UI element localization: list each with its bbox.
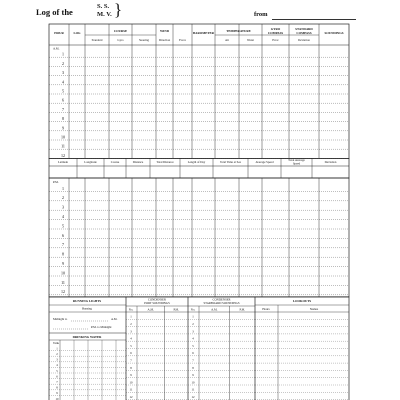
port-sounding-row-number: 1	[130, 314, 132, 319]
port-sounding-row-number: 5	[130, 343, 132, 348]
vessel-line-mv: M. V.	[97, 11, 112, 18]
starboard-sounding-row-number: 4	[192, 336, 194, 341]
summary-label: Speed	[292, 161, 301, 166]
drinking-water-row-number: 5	[56, 368, 58, 373]
starboard-sounding-row-number: 7	[192, 358, 194, 363]
am-table-frame	[49, 24, 349, 158]
starboard-sounding-row-number: 9	[192, 373, 194, 378]
col-header-temperature: TEMPERATURE	[226, 29, 251, 33]
col-sub-steering: Steering	[139, 38, 149, 42]
pm-row-number: 10	[61, 270, 65, 276]
col-sub-air: Air	[225, 38, 229, 42]
summary-label: Longitude	[84, 160, 97, 164]
port-sounding-row-number: 11	[129, 387, 133, 392]
pm-row-number: 9	[62, 261, 64, 266]
pm-row-number: 12	[61, 289, 65, 295]
port-sounding-col-am: A.M.	[147, 307, 154, 312]
col-header-course: COURSE	[113, 29, 128, 33]
col-sub-direction: Direction	[158, 38, 171, 42]
drinking-water-row-number: 9	[56, 391, 58, 396]
starboard-sounding-row-number: 8	[192, 365, 194, 370]
starboard-sounding-col-am: A.M.	[211, 307, 218, 312]
col-header-gyro-compass-2: COMPASS	[267, 31, 284, 35]
starboard-sounding-row-number: 10	[191, 380, 195, 385]
col-sub-deviation: Deviation	[298, 38, 310, 42]
col-header-log: LOG	[73, 31, 81, 35]
col-sub-water: Water	[246, 38, 255, 42]
am-row-number: 8	[62, 116, 64, 122]
pm-row-number: 1	[62, 185, 64, 191]
lookouts-title: LOOKOUTS	[292, 299, 312, 303]
drinking-water-row-number: 10	[55, 396, 59, 400]
col-sub-force: Force	[179, 38, 186, 42]
col-header-standard-compass: STANDARD	[295, 27, 313, 31]
am-row-number: 12	[61, 152, 65, 158]
starboard-sounding-row-number: 11	[191, 387, 195, 392]
am-row-number: 3	[62, 70, 64, 76]
pm-row-number: 7	[62, 242, 64, 248]
port-sounding-col-no: No.	[128, 307, 134, 312]
port-sounding-row-number: 6	[130, 351, 132, 356]
pm-row-number: 3	[62, 204, 64, 210]
am-row-number: 10	[61, 134, 65, 140]
port-sounding-row-number: 4	[130, 336, 132, 341]
col-sub-standard: Standard	[91, 38, 103, 42]
starboard-sounding-row-number: 12	[191, 395, 195, 399]
port-sounding-row-number: 9	[130, 373, 132, 378]
col-header-wind: WIND	[159, 29, 170, 33]
starboard-sounding-title: CONDENSER	[212, 297, 231, 302]
drinking-water-row-number: 2	[56, 352, 58, 356]
starboard-sounding-row-number: 5	[192, 343, 194, 348]
running-lights-burning: Burning	[82, 306, 92, 311]
port-sounding-title: CONDENSER	[147, 297, 167, 302]
summary-label: Distance	[132, 160, 144, 164]
brace-glyph: }	[114, 0, 123, 19]
am-label: A.M.	[53, 46, 60, 51]
col-header-standard-compass-2: COMPASS	[296, 31, 312, 35]
vessel-line-ss: S. S.	[97, 3, 110, 10]
lookouts-col-names: Names	[309, 307, 319, 311]
pm-row-number: 6	[62, 232, 64, 238]
am-row-number: 9	[62, 125, 64, 131]
drinking-water-title: DRINKING WATER	[72, 335, 102, 339]
col-header-barometer: BAROMETER	[193, 31, 214, 35]
pm-to-midnight-label: P.M. to Midnight	[91, 325, 112, 329]
tank-label: Tank	[53, 341, 59, 345]
summary-label: Average Speed	[255, 160, 274, 164]
pm-table-frame	[49, 178, 349, 297]
log-title: Log of the	[36, 7, 73, 17]
col-header-gyro-compass: GYRO	[270, 27, 281, 31]
drinking-water-row-number: 4	[56, 363, 58, 368]
summary-label: Deviation	[324, 160, 337, 164]
pm-row-number: 11	[61, 279, 65, 285]
am-row-number: 4	[62, 79, 64, 85]
port-sounding-row-number: 12	[129, 395, 133, 399]
midnight-to-label: Midnight to	[53, 317, 68, 321]
am-row-number: 7	[62, 106, 64, 112]
summary-label: Total Time at Sea	[219, 160, 242, 164]
drinking-water-row-number: 8	[56, 385, 58, 390]
pm-row-number: 5	[62, 223, 64, 229]
starboard-sounding-row-number: 6	[192, 351, 194, 356]
port-sounding-row-number: 8	[130, 365, 132, 370]
am-row-number: 6	[62, 97, 64, 103]
drinking-water-row-number: 6	[56, 374, 58, 379]
port-sounding-row-number: 10	[129, 380, 133, 385]
port-sounding-col-pm: P.M.	[173, 307, 179, 312]
starboard-sounding-col-no: No.	[190, 307, 196, 312]
from-label: from	[254, 11, 268, 18]
pm-row-number: 2	[62, 195, 64, 201]
port-sounding-title: PORT SOUNDINGS	[144, 301, 170, 305]
summary-label: Total Average	[288, 158, 305, 162]
am-row-number: 5	[62, 88, 64, 94]
lookouts-col-hours: Hours	[262, 307, 270, 311]
starboard-sounding-row-number: 2	[192, 322, 194, 326]
am-short-label: A.M.	[111, 317, 118, 321]
port-sounding-row-number: 7	[130, 358, 132, 363]
summary-label: Length of Day	[187, 160, 206, 164]
col-sub-gyro: Gyro	[117, 38, 124, 42]
pm-row-number: 4	[62, 214, 64, 219]
starboard-sounding-col-pm: P.M.	[239, 307, 246, 312]
drinking-water-row-number: 7	[56, 380, 58, 384]
port-sounding-row-number: 3	[130, 329, 132, 334]
am-row-number: 11	[61, 143, 65, 149]
am-row-number: 1	[62, 51, 64, 57]
am-row-number: 2	[62, 60, 64, 66]
pm-row-number: 8	[62, 251, 64, 257]
running-lights-title: RUNNING LIGHTS	[72, 299, 102, 303]
col-header-soundings: SOUNDINGS	[324, 31, 344, 35]
starboard-sounding-title: STARBOARD SOUNDINGS	[203, 301, 240, 305]
pm-label: P.M.	[53, 180, 59, 184]
summary-label: Course	[110, 160, 120, 164]
starboard-sounding-row-number: 1	[192, 314, 194, 319]
col-header-hour: HOUR	[54, 31, 64, 35]
col-sub-error: Error	[272, 38, 279, 42]
summary-label: Total Distance	[156, 160, 174, 164]
port-sounding-row-number: 2	[130, 322, 132, 326]
summary-label: Latitude	[58, 160, 68, 164]
drinking-water-row-number: 3	[56, 357, 58, 362]
drinking-water-row-number: 1	[56, 346, 58, 351]
starboard-sounding-row-number: 3	[192, 329, 194, 334]
